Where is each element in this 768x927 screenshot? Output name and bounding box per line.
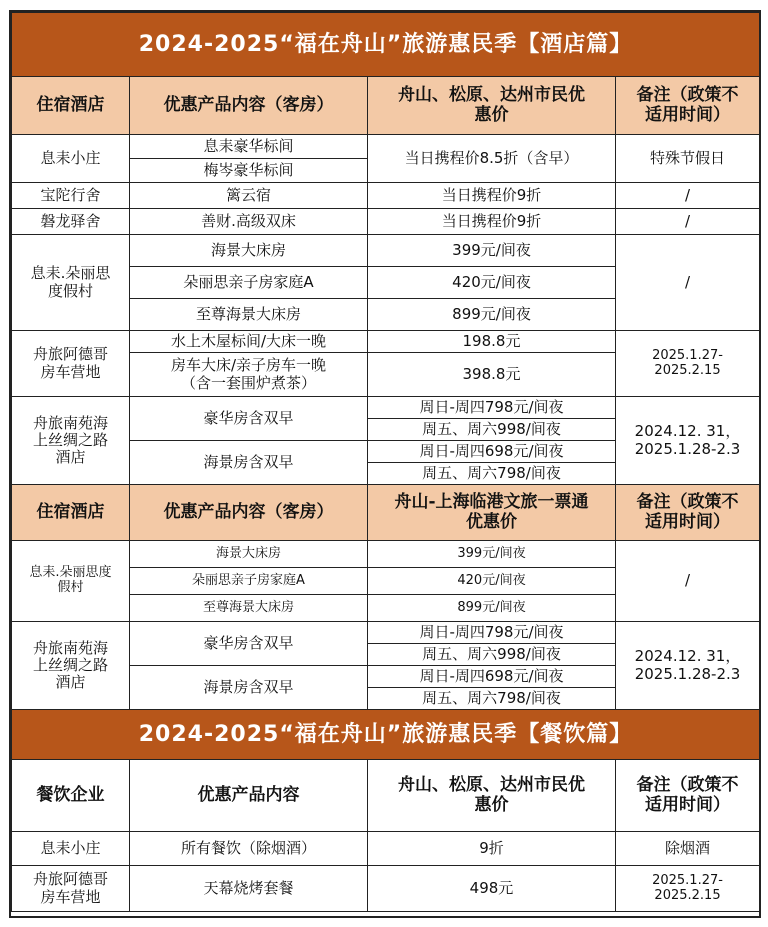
header-rooms: 优惠产品内容（客房） (130, 77, 368, 135)
room-type: 至尊海景大床房 (130, 299, 368, 331)
room-note: / (616, 235, 760, 331)
hotel-name: 息耒.朵丽思度 假村 (12, 541, 130, 622)
header-note: 备注（政策不 适用时间） (616, 77, 760, 135)
room-type: 梅岑豪华标间 (130, 159, 368, 183)
promo-sheet (9, 10, 761, 918)
room-price: 周日-周四798元/间夜 (368, 397, 616, 419)
room-price: 399元/间夜 (368, 235, 616, 267)
dining-note: 2025.1.27- 2025.2.15 (616, 866, 760, 912)
room-price: 周五、周六798/间夜 (368, 688, 616, 710)
room-price: 899元/间夜 (368, 299, 616, 331)
promo-table (11, 12, 760, 912)
room-price: 398.8元 (368, 353, 616, 397)
room-note: 特殊节假日 (616, 135, 760, 183)
room-type: 海景大床房 (130, 235, 368, 267)
header-price: 舟山-上海临港文旅一票通 优惠价 (368, 485, 616, 541)
room-type: 水上木屋标间/大床一晚 (130, 331, 368, 353)
header-price: 舟山、松原、达州市民优 惠价 (368, 77, 616, 135)
room-type: 朵丽思亲子房家庭A (130, 568, 368, 595)
room-price: 当日携程价8.5折（含早） (368, 135, 616, 183)
room-price: 399元/间夜 (368, 541, 616, 568)
room-type: 房车大床/亲子房车一晚 （含一套围炉煮茶） (130, 353, 368, 397)
room-price: 周日-周四698元/间夜 (368, 666, 616, 688)
hotel-name: 息耒.朵丽思 度假村 (12, 235, 130, 331)
room-type: 豪华房含双早 (130, 397, 368, 441)
room-note: 2024.12. 31， 2025.1.28-2.3 (616, 622, 760, 710)
hotel-name: 舟旅南苑海 上丝绸之路 酒店 (12, 622, 130, 710)
hotel-name: 舟旅南苑海 上丝绸之路 酒店 (12, 397, 130, 485)
header-hotel: 住宿酒店 (12, 485, 130, 541)
header-note: 备注（政策不 适用时间） (616, 485, 760, 541)
header-company: 餐饮企业 (12, 760, 130, 832)
room-type: 善财.高级双床 (130, 209, 368, 235)
room-price: 当日携程价9折 (368, 209, 616, 235)
header-hotel: 住宿酒店 (12, 77, 130, 135)
room-price: 周五、周六998/间夜 (368, 644, 616, 666)
room-price: 当日携程价9折 (368, 183, 616, 209)
room-type: 豪华房含双早 (130, 622, 368, 666)
room-type: 海景大床房 (130, 541, 368, 568)
hotel-name: 磐龙驿舍 (12, 209, 130, 235)
room-price: 周五、周六798/间夜 (368, 463, 616, 485)
room-note: / (616, 209, 760, 235)
room-type: 至尊海景大床房 (130, 595, 368, 622)
room-type: 朵丽思亲子房家庭A (130, 267, 368, 299)
room-price: 周五、周六998/间夜 (368, 419, 616, 441)
room-note: 2024.12. 31， 2025.1.28-2.3 (616, 397, 760, 485)
hotel-name: 舟旅阿德哥 房车营地 (12, 331, 130, 397)
room-type: 息耒豪华标间 (130, 135, 368, 159)
dining-price: 9折 (368, 832, 616, 866)
header-price: 舟山、松原、达州市民优 惠价 (368, 760, 616, 832)
header-rooms: 优惠产品内容（客房） (130, 485, 368, 541)
room-price: 420元/间夜 (368, 568, 616, 595)
room-type: 篱云宿 (130, 183, 368, 209)
room-price: 周日-周四798元/间夜 (368, 622, 616, 644)
room-price: 899元/间夜 (368, 595, 616, 622)
dining-section-title: 2024-2025“福在舟山”旅游惠民季【餐饮篇】 (12, 710, 760, 760)
header-product: 优惠产品内容 (130, 760, 368, 832)
room-price: 420元/间夜 (368, 267, 616, 299)
room-note: 2025.1.27- 2025.2.15 (616, 331, 760, 397)
dining-price: 498元 (368, 866, 616, 912)
hotel-name: 宝陀行舍 (12, 183, 130, 209)
room-type: 海景房含双早 (130, 441, 368, 485)
room-type: 海景房含双早 (130, 666, 368, 710)
room-note: / (616, 541, 760, 622)
header-note: 备注（政策不 适用时间） (616, 760, 760, 832)
room-note: / (616, 183, 760, 209)
dining-company: 息耒小庄 (12, 832, 130, 866)
dining-company: 舟旅阿德哥 房车营地 (12, 866, 130, 912)
dining-product: 天幕烧烤套餐 (130, 866, 368, 912)
room-price: 198.8元 (368, 331, 616, 353)
hotel-section-title: 2024-2025“福在舟山”旅游惠民季【酒店篇】 (12, 13, 760, 77)
room-price: 周日-周四698元/间夜 (368, 441, 616, 463)
dining-product: 所有餐饮（除烟酒） (130, 832, 368, 866)
dining-note: 除烟酒 (616, 832, 760, 866)
hotel-name: 息耒小庄 (12, 135, 130, 183)
